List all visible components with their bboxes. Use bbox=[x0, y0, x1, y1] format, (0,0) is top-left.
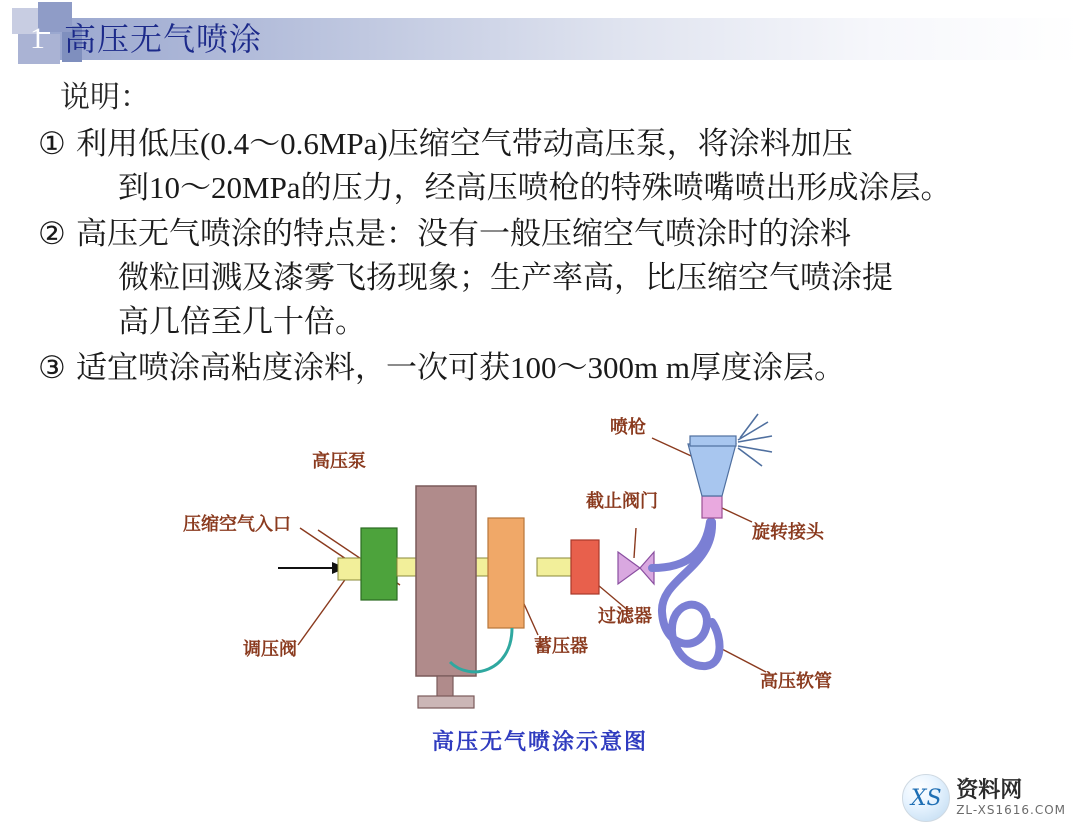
label-high-pressure-pump: 高压泵 bbox=[312, 451, 366, 472]
list-item bbox=[30, 122, 1052, 210]
note-label: 说明： bbox=[60, 81, 150, 114]
swivel-joint-shape bbox=[702, 496, 722, 518]
label-spray-gun: 喷枪 bbox=[610, 417, 646, 438]
list-item-line2: 微粒回溅及漆雾飞扬现象；生产率高，比压缩空气喷涂提 bbox=[118, 260, 893, 295]
watermark-main-text: 资料网 bbox=[956, 778, 1023, 804]
label-high-pressure-hose: 高压软管 bbox=[760, 671, 832, 692]
figure-caption: 高压无气喷涂示意图 bbox=[431, 730, 648, 755]
slide-title-bar bbox=[0, 0, 1080, 75]
list-item-line1: 适宜喷涂高粘度涂料，一次可获100～300m m厚度涂层。 bbox=[76, 350, 845, 385]
spray-mist bbox=[738, 414, 772, 466]
air-inlet-arrow bbox=[278, 562, 346, 574]
watermark bbox=[902, 774, 1066, 822]
list-marker: ③ bbox=[38, 350, 66, 385]
filter-shape bbox=[571, 540, 599, 594]
list-item bbox=[30, 212, 1052, 344]
accumulator-shape bbox=[488, 518, 524, 628]
pressure-valve-shape bbox=[361, 528, 397, 600]
watermark-logo-icon: XS bbox=[902, 774, 950, 822]
watermark-sub-text: ZL-XS1616.COM bbox=[956, 802, 1066, 817]
high-pressure-pump-shape bbox=[416, 486, 476, 676]
spray-gun-shape bbox=[688, 444, 736, 496]
diagram-svg bbox=[0, 400, 1080, 730]
label-stop-valve: 截止阀门 bbox=[586, 491, 658, 512]
page-title: 高压无气喷涂 bbox=[64, 20, 263, 58]
list-item-line1: 高压无气喷涂的特点是：没有一般压缩空气喷涂时的涂料 bbox=[76, 216, 851, 251]
list-item-line1: 利用低压(0.4～0.6MPa)压缩空气带动高压泵，将涂料加压 bbox=[76, 126, 853, 161]
label-filter: 过滤器 bbox=[598, 606, 652, 627]
list-item-line2: 到10～20MPa的压力，经高压喷枪的特殊喷嘴喷出形成涂层。 bbox=[118, 170, 952, 205]
list-marker: ② bbox=[38, 216, 66, 251]
watermark-texts bbox=[956, 778, 1066, 817]
slide-body bbox=[0, 78, 1080, 392]
label-accumulator: 蓄压器 bbox=[534, 636, 588, 657]
label-pressure-valve: 调压阀 bbox=[243, 639, 297, 660]
list-item bbox=[30, 346, 1052, 390]
spray-system-diagram bbox=[0, 400, 1080, 770]
stop-valve-shape bbox=[618, 552, 640, 584]
slide-number: 1 bbox=[30, 22, 45, 55]
label-air-inlet: 压缩空气入口 bbox=[183, 514, 291, 535]
list-marker: ① bbox=[38, 126, 66, 161]
list-item-line3: 高几倍至几十倍。 bbox=[118, 304, 366, 339]
label-swivel-joint: 旋转接头 bbox=[752, 522, 824, 543]
